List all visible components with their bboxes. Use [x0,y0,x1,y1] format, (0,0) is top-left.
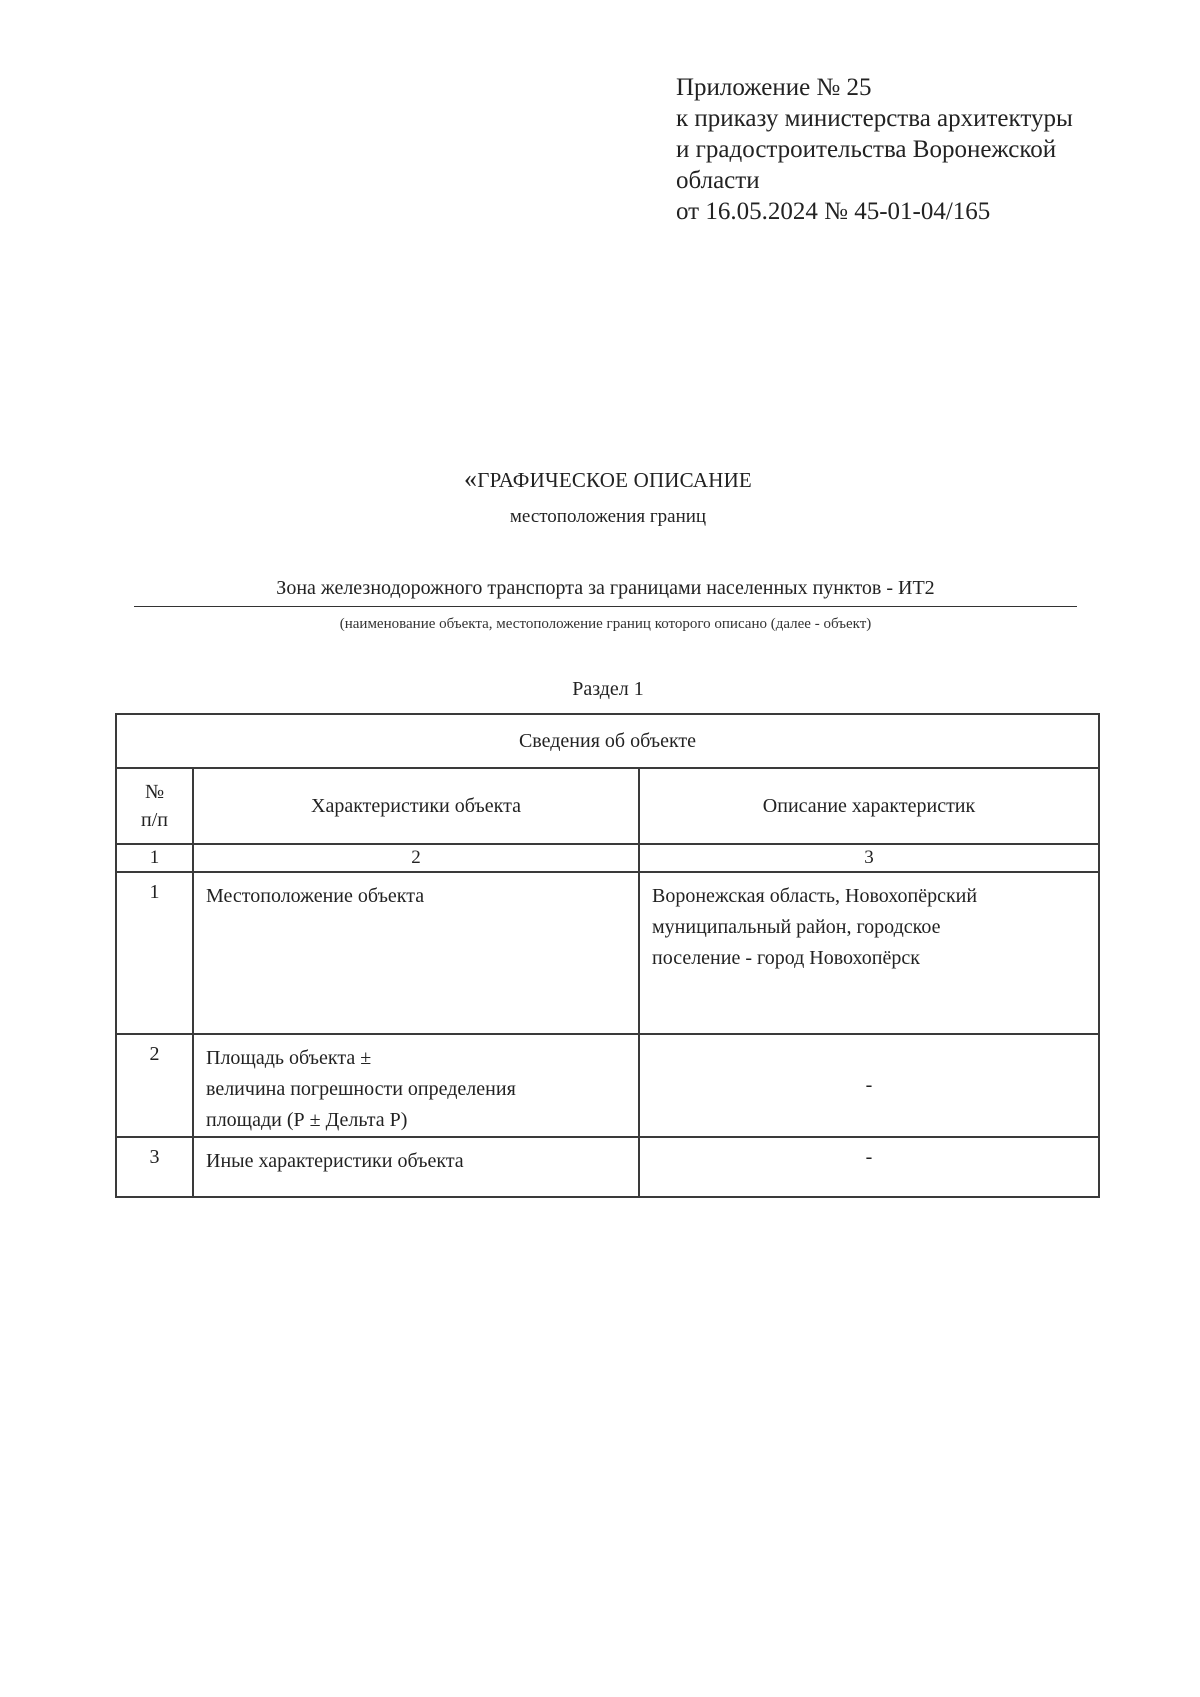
column-number: 1 [116,844,193,872]
description-line: Воронежская область, Новохопёрский [652,885,978,907]
row-characteristic [193,1034,639,1137]
description-line: поселение - город Новохопёрск [652,947,920,969]
table-header-row [116,768,1099,844]
row-description [639,872,1099,1034]
header-number-symbol: № [144,781,165,803]
document-title [0,464,1200,494]
characteristic-line: Местоположение объекта [206,885,425,907]
row-number: 3 [116,1137,193,1197]
row-characteristic [193,1137,639,1197]
table-row [116,872,1099,1034]
characteristic-line: величина погрешности определения [206,1078,516,1100]
table-row [116,1034,1099,1137]
description-line: муниципальный район, городское [652,916,941,938]
column-number: 3 [639,844,1099,872]
appendix-line: к приказу министерства архитектуры [676,105,1073,132]
quote-mark: « [464,464,478,493]
header-characteristics: Характеристики объекта [193,768,639,844]
object-info-table [115,713,1100,1198]
characteristic-line: Площадь объекта ± [206,1047,372,1069]
table-caption-row [116,714,1099,768]
appendix-line: Приложение № 25 [676,74,872,101]
object-name-note: (наименование объекта, местоположение границ которого описано (далее - объект) [339,616,872,632]
row-description: - [639,1034,1099,1137]
appendix-line: и градостроительства Воронежской [676,136,1057,163]
appendix-reference [676,72,1176,227]
object-name: Зона железнодорожного транспорта за границами населенных пунктов - ИТ2 [134,577,1077,607]
header-description: Описание характеристик [639,768,1099,844]
header-number-abbr: п/п [141,809,168,831]
section-label: Раздел 1 [572,678,644,700]
row-number: 2 [116,1034,193,1137]
characteristic-line: площади (Р ± Дельта Р) [206,1109,408,1131]
appendix-line: области [676,167,760,194]
document-subtitle: местоположения границ [509,506,707,527]
characteristic-line: Иные характеристики объекта [206,1150,464,1172]
table-caption: Сведения об объекте [116,714,1099,768]
column-number: 2 [193,844,639,872]
row-description: - [639,1137,1099,1197]
title-text: ГРАФИЧЕСКОЕ ОПИСАНИЕ [477,468,752,492]
header-number [116,768,193,844]
row-number: 1 [116,872,193,1034]
table-row [116,1137,1099,1197]
column-number-row [116,844,1099,872]
row-characteristic [193,872,639,1034]
appendix-line: от 16.05.2024 № 45-01-04/165 [676,198,991,225]
